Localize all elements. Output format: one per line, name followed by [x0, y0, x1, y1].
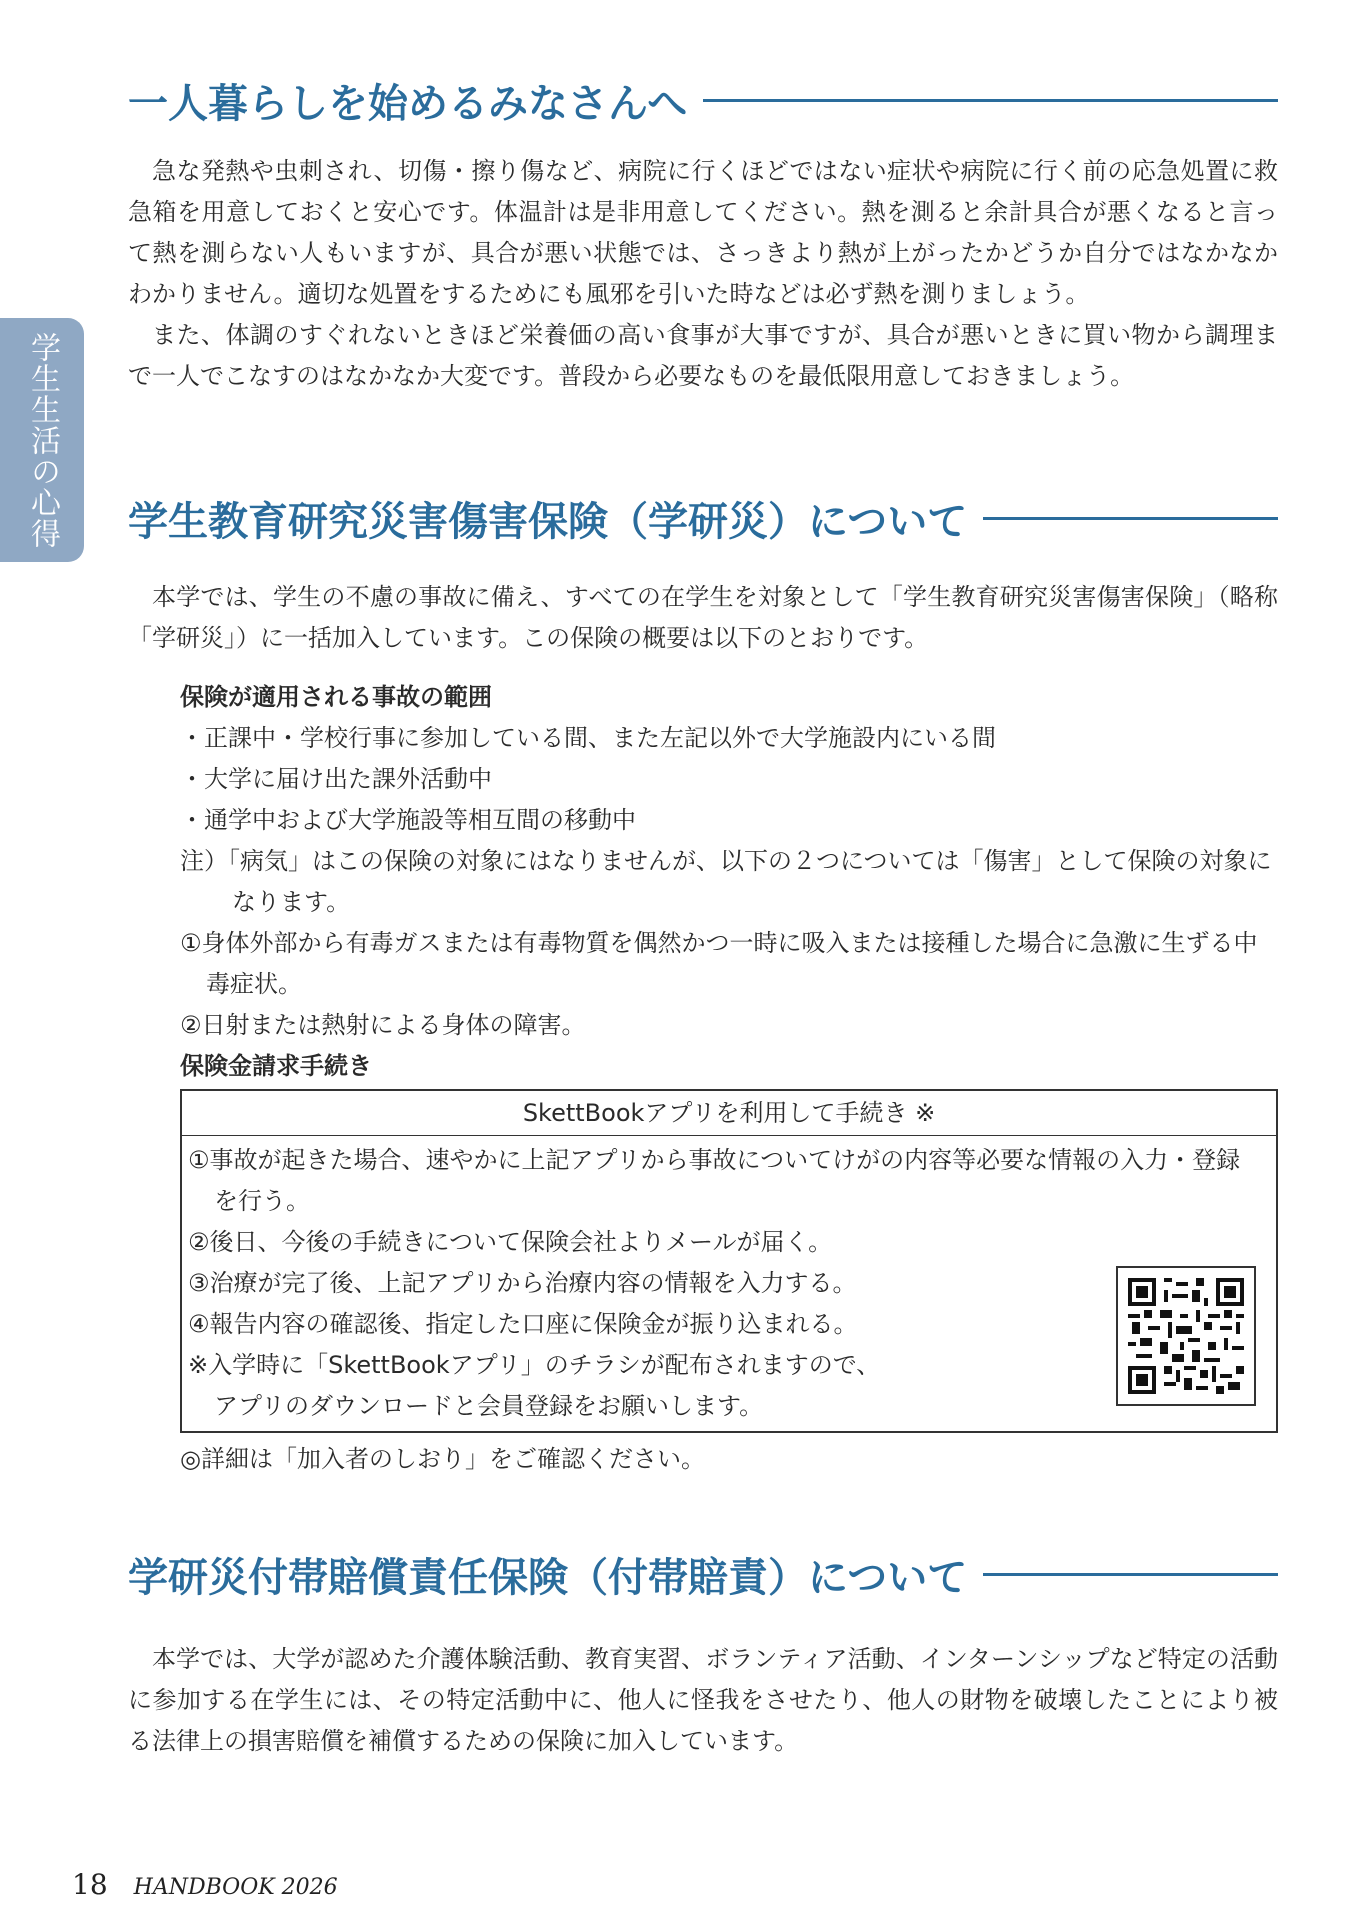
procedure-step: ①事故が起きた場合、速やかに上記アプリから事故についてけがの内容等必要な情報の入力・登録を行う。 — [188, 1146, 1241, 1215]
heading-rule — [983, 1573, 1278, 1576]
side-tab-label: 学生生活の心得 — [25, 331, 60, 549]
procedure-step: ②後日、今後の手続きについて保険会社よりメールが届く。 — [188, 1228, 833, 1256]
scope-title: 保険が適用される事故の範囲 — [180, 683, 492, 711]
paragraph: 本学では、大学が認めた介護体験活動、教育実習、ボランティア活動、インターンシップなど特定の活動に参加する在学生には、その特定活動中に、他人に怪我をさせたり、他人の財物を破壊したことにより被る法律上の損害賠償を補償するための保険に加入しています。 — [128, 1645, 1278, 1755]
heading-rule — [703, 99, 1278, 102]
procedure-step: ③治療が完了後、上記アプリから治療内容の情報を入力する。 — [188, 1269, 857, 1297]
book-title: HANDBOOK 2026 — [133, 1875, 338, 1900]
qr-code-icon[interactable] — [1116, 1266, 1256, 1406]
claim-title: 保険金請求手続き — [180, 1052, 372, 1080]
box-note: アプリのダウンロードと会員登録をお願いします。 — [214, 1392, 764, 1420]
side-tab — [0, 318, 84, 562]
paragraph: また、体調のすぐれないときほど栄養価の高い食事が大事ですが、具合が悪いときに買い物から調理まで一人でこなすのはなかなか大変です。普段から必要なものを最低限用意しておきましょう。 — [128, 321, 1278, 390]
box-note: ※入学時に「SkettBookアプリ」のチラシが配布されますので、 — [188, 1351, 881, 1379]
section-futaibaiseki — [128, 1546, 1278, 1762]
note-item: ①身体外部から有毒ガスまたは有毒物質を偶然かつ一時に吸入または接種した場合に急激に生ずる中毒症状。 — [180, 929, 1258, 998]
detail-note: ◎詳細は「加入者のしおり」をご確認ください。 — [180, 1445, 705, 1473]
section-gakkensai — [128, 490, 1278, 1480]
section-heading: 学生教育研究災害傷害保険（学研災）について — [128, 490, 1278, 547]
page-footer — [72, 1868, 338, 1901]
paragraph: 急な発熱や虫刺され、切傷・擦り傷など、病院に行くほどではない症状や病院に行く前の応急処置に救急箱を用意しておくと安心です。体温計は是非用意してください。熱を測ると余計具合が悪くなると言って熱を測らない人もいますが、具合が悪い状態では、さっきより熱が上がったかどうか自分ではなかなかわかりません。適切な処置をするためにも風邪を引いた時などは必ず熱を測りましょう。 — [128, 157, 1278, 308]
note: 注）「病気」はこの保険の対象にはなりませんが、以下の２つについては「傷害」として保険の対象になります。 — [180, 847, 1272, 916]
box-header: SkettBookアプリを利用して手続き ※ — [182, 1091, 1276, 1136]
intro-paragraph: 本学では、学生の不慮の事故に備え、すべての在学生を対象として「学生教育研究災害傷害保険」（略称「学研災」）に一括加入しています。この保険の概要は以下のとおりです。 — [128, 583, 1278, 652]
procedure-step: ④報告内容の確認後、指定した口座に保険金が振り込まれる。 — [188, 1310, 858, 1338]
claim-procedure-box — [180, 1089, 1278, 1433]
box-body — [182, 1136, 1276, 1431]
scope-item: ・大学に届け出た課外活動中 — [180, 765, 492, 793]
heading-rule — [983, 517, 1278, 520]
page-number: 18 — [72, 1868, 108, 1901]
section-heading: 学研災付帯賠償責任保険（付帯賠責）について — [128, 1546, 1278, 1603]
note-item: ②日射または熱射による身体の障害。 — [180, 1011, 586, 1039]
section-heading: 一人暮らしを始めるみなさんへ — [128, 72, 1278, 129]
scope-item: ・通学中および大学施設等相互間の移動中 — [180, 806, 636, 834]
scope-item: ・正課中・学校行事に参加している間、また左記以外で大学施設内にいる間 — [180, 724, 996, 752]
section-living-alone — [128, 72, 1278, 397]
